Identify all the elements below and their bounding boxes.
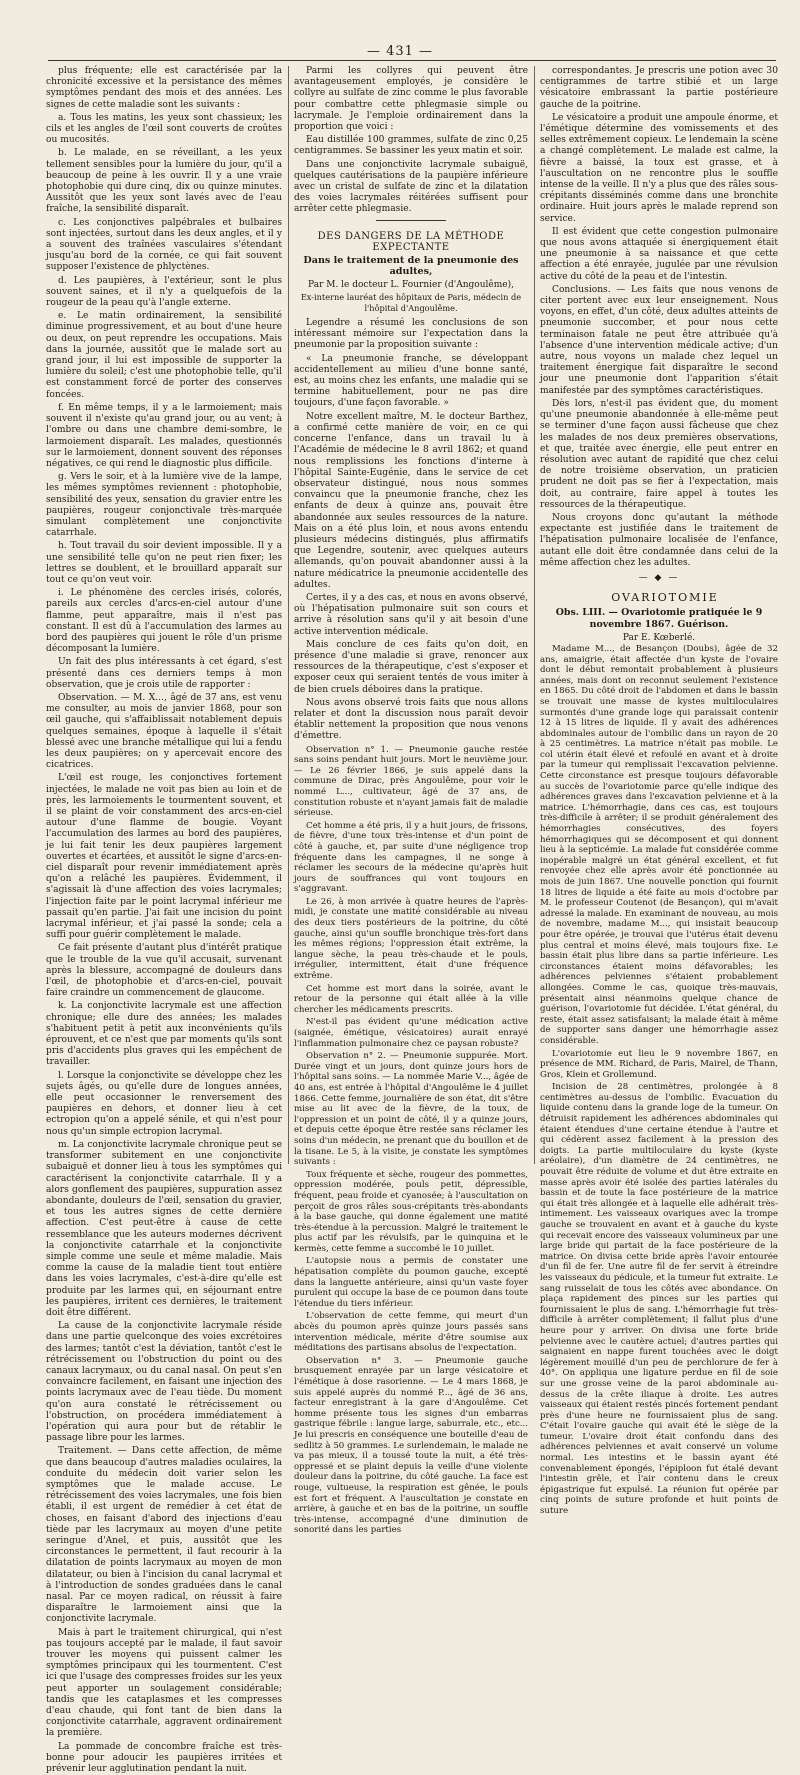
paragraph: Eau distillée 100 grammes, sulfate de zinc 0,25 centigrammes. Se bassiner les yeux matin et soir. — [294, 135, 528, 157]
column-3 — [540, 66, 778, 1517]
paragraph: Observation n° 2. — Pneumonie suppurée. Mort. Durée vingt et un jours, dont quinze jours hors de l'hôpital sans soins. — La nommée Marie V..., âgée de 40 ans, est entrée à l'hôpital d'Angoulême le 4 juillet 1866. Cette femme, journalière de son état, dit s'être mise au lit avec de la fièvre, de la toux, de l'oppression et un point de côté, il y a quinze jours, et depuis cette époque être restée sans réclamer les soins d'un médecin, ne prenant que du bouillon et de la tisane. Le 5, à la visite, je constate les symptômes suivants : — [294, 1051, 528, 1168]
article-title: DES DANGERS DE LA MÉTHODE EXPECTANTE — [317, 230, 505, 253]
section-author: Par E. Kœberlé. — [622, 632, 696, 643]
paragraph: Mais conclure de ces faits qu'on doit, en présence d'une maladie si grave, renoncer aux ressources de la thérapeutique, c'est s'exposer et exposer ceux qui seraient tentés de vous imiter à de bien cruels déboires dans la pratique. — [294, 639, 528, 695]
paragraph: Le 26, à mon arrivée à quatre heures de l'après-midi, je constate une matité considérable au niveau des deux tiers postérieurs de la poitrine, du côté gauche, ainsi qu'un souffle bronchique très-fort dans les mêmes régions; l'oppression était extrême, la langue sèche, la peau très-chaude et le pouls, irrégulier, intermittent, était d'une fréquence extrême. — [294, 896, 528, 982]
article-subtitle: Dans le traitement de la pneumonie des adultes, — [303, 255, 519, 278]
section-heading: OVARIOTOMIE — [611, 591, 719, 605]
paragraph: Madame M..., de Besançon (Doubs), âgée de 32 ans, amaigrie, était affectée d'un kyste de l'ovaire dont le début remontait probablement à plusieurs années, mais dont on reconnut seulement l'existence en 1865. Du côté droit de l'abdomen et dans le bassin se trouvait une masse de kystes multiloculaires surmontés d'une grande loge qui paraissait contenir 12 à 15 litres de liquide. Il y avait des adhérences abdominales autour de l'ombilic dans un rayon de 20 à 25 centimètres. La matrice n'était pas mobile. Le col utérin était élevé et refoulé en avant et à droite par la tumeur qui remplissait l'excavation pelvienne. Cette circonstance est presque toujours défavorable au succès de l'ovariotomie parce qu'elle indique des adhérences graves dans l'excavation pelvienne et à la matrice. L'hémorrhagie, dans ces cas, est toujours très-difficile à arrêter; il se produit généralement des hémorrhagies consécutives, des foyers hémorrhagiques qui se décomposent et qui donnent lieu à la septicémie. La malade fut considérée comme inopérable malgré un état général excellent, et fut renvoyée chez elle après avoir été ponctionnée au mois de juin 1867. Une nouvelle ponction qui fournit 18 litres de liquide a été faite au mois d'octobre par M. le professeur Coutenot (de Besançon), qui m'avait adressé la malade. En examinant de nouveau, au mois de novembre, madame M..., qui insistait beaucoup pour être opérée, je trouvai que l'utérus était devenu plus central et moins élevé, mais toujours fixe. Le bassin était plus libre dans sa partie inférieure. Les circonstances étaient moins défavorables; les adhérences pelviennes s'étaient probablement allongées. Comme le cas, quoique très-mauvais, présentait ainsi néanmoins quelque chance de guérison, l'ovariotomie fut décidée. L'état général, du reste, était assez satisfaisant; la malade était à même de supporter sans danger une hémorrhagie assez considérable. — [540, 643, 778, 1046]
paragraph: Certes, il y a des cas, et nous en avons observé, où l'hépatisation pulmonaire suit son cours et arrive à résolution sans qu'il y ait besoin d'une active intervention médicale. — [294, 592, 528, 637]
paragraph: « La pneumonie franche, se développant accidentellement au milieu d'une bonne santé, est, au moins chez les enfants, une maladie qui se termine habituellement, pour ne pas dire toujours, d'une façon favorable. » — [294, 353, 528, 409]
paragraph: correspondantes. Je prescris une potion avec 30 centigrammes de tartre stibié et un large vésicatoire embrassant la partie postérieure gauche de la poitrine. — [540, 66, 778, 110]
paragraph: h. Tout travail du soir devient impossible. Il y a une sensibilité telle qu'on ne peut rien fixer; les lettres se doublent, et le brouillard apparaît sur tout ce qu'on veut voir. — [46, 541, 282, 585]
paragraph: Dans une conjonctivite lacrymale subaiguë, quelques cautérisations de la paupière inférieure avec un cristal de sulfate de zinc et la dilatation des voies lacrymales réitérées suffisent pour arrêter cette phlegmasie. — [294, 159, 528, 215]
paragraph: Observation n° 1. — Pneumonie gauche restée sans soins pendant huit jours. Mort le neuvième jour. — Le 26 février 1866, je suis appelé dans la commune de Dirac, près Angoulême, pour voir le nommé L..., cultivateur, âgé de 37 ans, de constitution robuste et n'ayant jamais fait de maladie sérieuse. — [294, 744, 528, 819]
ornament-divider: — ◆ — — [638, 572, 680, 583]
paragraph: Le vésicatoire a produit une ampoule énorme, et l'émétique détermine des vomissements et des selles extrêmement copieux. Le lendemain la scène a changé complètement. Le malade est calme, la fièvre a baissé, la toux est grasse, et à l'auscultation on ne rencontre plus le souffle intense de la veille. Il n'y a plus que des râles sous-crépitants disséminés comme dans une bronchite ordinaire. Huit jours après le malade reprend son service. — [540, 112, 778, 224]
paragraph: e. Le matin ordinairement, la sensibilité diminue progressivement, et au bout d'une heure ou deux, on peut reprendre les occupations. Mais dans la journée, aussitôt que le malade sort au grand jour, il lui est impossible de supporter la lumière du soleil; c'est une photophobie telle, qu'il est constamment forcé de porter des conserves foncées. — [46, 311, 282, 400]
paragraph: c. Les conjonctives palpébrales et bulbaires sont injectées, surtout dans les deux angles, et il y a souvent des traînées vasculaires s'étendant jusqu'au bord de la cornée, ce qui fait souvent supposer l'existence de phlyctènes. — [46, 217, 282, 273]
paragraph: Cet homme a été pris, il y a huit jours, de frissons, de fièvre, d'une toux très-intense et d'un point de côté à gauche, et, par suite d'une négligence trop fréquente dans les campagnes, il ne songe à réclamer les secours de la médecine qu'après huit jours de souffrances qui vont toujours en s'aggravant. — [294, 820, 528, 895]
paragraph: Un fait des plus intéressants à cet égard, s'est présenté dans ces derniers temps à mon observation, que je crois utile de rapporter : — [46, 657, 282, 690]
paragraph: Dès lors, n'est-il pas évident que, du moment qu'une pneumonie abandonnée à elle-même peut se terminer d'une façon aussi fâcheuse que chez les malades de nos deux premières observations, et que, traitée avec énergie, elle peut entrer en résolution avec autant de rapidité que chez celui de notre troisième observation, un praticien prudent ne doit pas se fier à l'expectation, mais doit, au contraire, faire appel à toutes les ressources de la thérapeutique. — [540, 398, 778, 510]
paragraph: L'observation de cette femme, qui meurt d'un abcès du poumon après quinze jours passés sans intervention médicale, mérite d'être soumise aux méditations des partisans absolus de l'expectation. — [294, 1311, 528, 1354]
column-2 — [294, 66, 528, 1536]
paragraph: b. Le malade, en se réveillant, a les yeux tellement sensibles pour la lumière du jour, qu'il a beaucoup de peine à les ouvrir. Il y a une vraie photophobie qui dure cinq, dix ou quinze minutes. Aussitôt que les yeux sont lavés avec de l'eau fraîche, la sensibilité disparaît. — [46, 148, 282, 215]
paragraph: Legendre a résumé les conclusions de son intéressant mémoire sur l'expectation dans la pneumonie par la proposition suivante : — [294, 318, 528, 351]
paragraph: Mais à part le traitement chirurgical, qui n'est pas toujours accepté par le malade, il faut savoir trouver les moyens qui puissent calmer les symptômes principaux qui les tourmentent. C'est ici que l'usage des compresses froides sur les yeux peut apporter un soulagement considérable; tandis que les cataplasmes et les compresses d'eau chaude, qui font tant de bien dans la conjonctivite catarrhale, aggravent ordinairement la première. — [46, 1627, 282, 1739]
paragraph: i. Le phénomène des cercles irisés, colorés, pareils aux cercles d'arcs-en-ciel autour d'une flamme, peut apparaître, mais il n'est pas constant. Il est dû à l'accumulation des larmes au bord des paupières qui jouent le rôle d'un prisme décomposant la lumière. — [46, 588, 282, 655]
paragraph: g. Vers le soir, et à la lumière vive de la lampe, les mêmes symptômes reviennent : photophobie, sensibilité des yeux, sensation du gravier entre les paupières, rougeur conjonctivale très-marquée simulant complètement une conjonctivite catarrhale. — [46, 472, 282, 539]
paragraph: Observation n° 3. — Pneumonie gauche brusquement enrayée par un large vésicatoire et l'émétique à dose rasorienne. — Le 4 mars 1868, je suis appelé auprès du nommé P..., âgé de 36 ans, facteur enregistrant à la gare d'Angoulême. Cet homme présente tous les signes d'un embarras gastrique fébrile : langue large, saburrale, etc., etc... Je lui prescris en conséquence une bouteille d'eau de sedlitz à 50 grammes. Le surlendemain, le malade ne va pas mieux, il a toussé toute la nuit, a été très-oppressé et se plaint depuis la veille d'une violente douleur dans la poitrine, du côté gauche. La face est rouge, vultueuse, la respiration est gênée, le pouls est fort et fréquent. A l'auscultation je constate en arrière, à gauche et en bas de la poitrine, un souffle très-intense, accompagné d'une diminution de sonorité dans les parties — [294, 1355, 528, 1536]
page-number: — 431 — — [366, 44, 434, 59]
paragraph: Observation. — M. X..., âgé de 37 ans, est venu me consulter, au mois de janvier 1868, pour son œil gauche, qui s'affaiblissait notablement depuis quelques semaines, époque à laquelle il s'était blessé avec une branche métallique qui lui a fendu les deux paupières; on y apercevait encore des cicatrices. — [46, 692, 282, 771]
paragraph: d. Les paupières, à l'extérieur, sont le plus souvent saines, et il n'y a quelquefois de la rougeur de la peau qu'à l'angle externe. — [46, 275, 282, 309]
paragraph: Il est évident que cette congestion pulmonaire que nous avons attaquée si énergiquement était une pneumonie à sa naissance et que cette affection a été enrayée, jugulée par une révulsion active du côté de la peau et de l'intestin. — [540, 226, 778, 282]
paragraph: m. La conjonctivite lacrymale chronique peut se transformer subitement en une conjonctivite subaiguë et donner lieu à tous les symptômes qui caractérisent la conjonctivite catarrhale. Il y a alors gonflement des paupières, suppuration assez abondante, douleurs de l'œil, sensation du gravier, et tous les autres signes de cette dernière affection. C'est peut-être à cause de cette ressemblance que les auteurs modernes décrivent la conjonctivite catarrhale et la conjonctivite simple comme une seule et même maladie. Mais comme la cause de la maladie tient tout entière dans les voies lacrymales, c'est-à-dire qu'elle est produite par les larmes qui, en séjournant entre les paupières, irritent ces dernières, le traitement doit être différent. — [46, 1139, 282, 1318]
paragraph: N'est-il pas évident qu'une médication active (saignée, émétique, vésicatoires) aurait enrayé l'inflammation pulmonaire chez ce paysan robuste? — [294, 1017, 528, 1049]
paragraph: Ce fait présente d'autant plus d'intérêt pratique que le trouble de la vue qu'il accusait, survenant après la blessure, accompagné de douleurs dans l'œil, de photophobie et d'arcs-en-ciel, pouvait faire craindre un commencement de glaucome. — [46, 943, 282, 999]
paragraph: Notre excellent maître, M. le docteur Barthez, a confirmé cette manière de voir, en ce qui concerne l'enfance, dans un travail lu à l'Académie de médecine le 8 avril 1862; et quand nous remplissions les fonctions d'interne à l'hôpital Sainte-Eugénie, dans le service de cet observateur distingué, nous nous sommes convaincu que la pneumonie franche, chez les enfants de deux à quinze ans, pouvait être abandonnée aux seules ressources de la nature. Mais on a été plus loin, et nous avons entendu plusieurs médecins distingués, plus affirmatifs que Legendre, soutenir, avec quelques auteurs allemands, qu'on pouvait abandonner aussi à la nature médicatrice la pneumonie accidentelle des adultes. — [294, 411, 528, 590]
article-affiliation: Ex-interne lauréat des hôpitaux de Paris, médecin de l'hôpital d'Angoulême. — [300, 291, 522, 313]
paragraph: Nous avons observé trois faits que nous allons relater et dont la discussion nous paraît devoir établir nettement la proposition que nous venons d'émettre. — [294, 697, 528, 742]
paragraph: La cause de la conjonctivite lacrymale réside dans une partie quelconque des voies excrétoires des larmes; tantôt c'est la déviation, tantôt c'est le rétrécissement ou l'obstruction du point ou des canaux lacrymaux, ou du canal nasal. On peut s'en convaincre facilement, en faisant une injection des points lacrymaux avec de l'eau tiède. Du moment qu'on aura constaté le rétrécissement ou l'obstruction, on procédera immédiatement à l'opération qui aura pour but de rétablir le passage libre pour les larmes. — [46, 1321, 282, 1444]
paragraph: Traitement. — Dans cette affection, de même que dans beaucoup d'autres maladies oculaires, la conduite du médecin doit varier selon les symptômes que le malade accuse. Le rétrécissement des voies lacrymales, une fois bien établi, il est urgent de remédier à cet état de choses, en faisant d'abord des injections d'eau tiède par les lacrymaux au moyen d'une petite seringue d'Anel, et puis, aussitôt que les circonstances le permettent, il faut recourir à la dilatation de points lacrymaux au moyen de mon dilatateur, ou bien à l'incision du canal lacrymal et à l'introduction de sondes graduées dans le canal nasal. Par ce moyen radical, on réussit à faire disparaître le larmoiement ainsi que la conjonctivite lacrymale. — [46, 1446, 282, 1625]
paragraph: f. En même temps, il y a le larmoiement; mais souvent il n'existe qu'au grand jour, ou au vent; à l'ombre ou dans une chambre demi-sombre, le larmoiement disparaît. Les malades, questionnés sur le larmoiement, donnent souvent des réponses négatives, ce qui rend le diagnostic plus difficile. — [46, 402, 282, 469]
section-divider — [376, 220, 446, 221]
column-divider-1 — [288, 66, 289, 1164]
paragraph: Nous croyons donc qu'autant la méthode expectante est justifiée dans le traitement de l'hépatisation pulmonaire localisée de l'enfance, autant elle doit être condamnée dans celui de la même affection chez les adultes. — [540, 512, 778, 568]
paragraph: plus fréquente; elle est caractérisée par la chronicité excessive et la persistance des mêmes symptômes pendant des mois et des années. Les signes de cette maladie sont les suivants : — [46, 66, 282, 110]
header-rule — [48, 60, 776, 61]
paragraph: Toux fréquente et sèche, rougeur des pommettes, oppression modérée, pouls petit, dépressible, fréquent, peau froide et cyanosée; à l'auscultation on perçoit de gros râles sous-crépitants très-abondants à la base gauche, qui donne également une matité très-étendue à la percussion. Malgré le traitement le plus actif par les révulsifs, par le quinquina et le kermès, cette femme a succombé le 10 juillet. — [294, 1169, 528, 1254]
column-1 — [46, 66, 282, 1775]
paragraph: L'œil est rouge, les conjonctives fortement injectées, le malade ne voit pas bien au loin et de près, les larmoiements le tourmentent souvent, et il se plaint de voir constamment des arcs-en-ciel autour d'une flamme de bougie. Voyant l'accumulation des larmes au bord des paupières, je lui fait tenir les deux paupières largement ouvertes et écartées, et aussitôt le signe d'arcs-en-ciel disparaît pour revenir immédiatement après qu'on a relâché les paupières. Évidemment, il s'agissait là d'une affection des voies lacrymales; l'injection faite par le point lacrymal inférieur me passait qu'en partie. J'ai fait une incision du point lacrymal inférieur, et j'ai passé la sonde; cela a suffi pour guérir complètement le malade. — [46, 773, 282, 941]
paragraph: Incision de 28 centimètres, prolongée à 8 centimètres au-dessus de l'ombilic. Évacuation du liquide contenu dans la grande loge de la tumeur. On détruisit rapidement les adhérences abdominales qui étaient étendues d'une certaine étendue à l'autre et qui cédèrent assez facilement à la pression des doigts. La partie multiloculaire du kyste (kyste aréolaire), d'un diamètre de 24 centimètres, ne pouvait être réduite de volume et dut être extraite en masse après avoir été isolée des parties latérales du bassin et de toute la face postérieure de la matrice qui était très allongée et à laquelle elle adhérait très-intimement. Les vaisseaux ovariques avec la trompe gauche se trouvaient en avant et à gauche du kyste qui recevait encore des vaisseaux volumineux par une large bride qui partait de la face postérieure de la matrice. On divisa cette bride après l'avoir entourée d'un fil de fer. Une autre fil de fer servit à étreindre les vaisseaux du pédicule, et la tumeur fut extraite. Le sang ruisselait de tous les côtés avec abondance. On plaça rapidement des pinces sur les parties qui fournissaient le plus de sang. L'hémorrhagie fut très-difficile à arrêter complètement; il fallut plus d'une heure pour y arriver. On divisa une forte bride pelvienne avec le cautère actuel; d'autres parties qui saignaient en nappe furent touchées avec le doigt légèrement mouillé d'un peu de perchlorure de fer à 40°. On appliqua une ligature perdue en fil de soie sur une grosse veine de la paroi abdominale au-dessus de la crête iliaque à droite. Les autres vaisseaux qui étaient restés pincés fortement pendant près d'une heure ne fournissaient plus de sang. C'était l'ovaire gauche qui avait été le siège de la tumeur. L'ovaire droit était confondu dans des adhérences pelviennes et avait conservé un volume normal. Les intestins et le bassin ayant été convenablement épongés, l'épiploon fut étalé devant l'intestin grêle, et l'air contenu dans le creux épigastrique fut expulsé. La réunion fut opérée par cinq points de suture profonde et huit points de suture — [540, 1082, 778, 1517]
paragraph: a. Tous les matins, les yeux sont chassieux; les cils et les angles de l'œil sont couverts de croûtes ou mucosités. — [46, 112, 282, 146]
article-author: Par M. le docteur L. Fournier (d'Angoulême), — [308, 280, 514, 291]
paragraph: L'autopsie nous a permis de constater une hépatisation complète du poumon gauche, excepté dans la languette antérieure, ainsi qu'un vaste foyer purulent qui occupe la base de ce poumon dans toute l'étendue du tiers inférieur. — [294, 1256, 528, 1309]
column-divider-2 — [534, 66, 535, 1164]
paragraph: l. Lorsque la conjonctivite se développe chez les sujets âgés, ou qu'elle dure de longues années, elle peut occasionner le renversement des paupières en dehors, et donner lieu à cet ectropion qu'on a appelé sénile, et qui n'est pour nous qu'un simple ectropion lacrymal. — [46, 1070, 282, 1137]
paragraph: L'ovariotomie eut lieu le 9 novembre 1867, en présence de MM. Richard, de Paris, Mairel, de Thann, Gros, Klein et Grollemund. — [540, 1048, 778, 1080]
paragraph: Conclusions. — Les faits que nous venons de citer portent avec eux leur enseignement. Nous voyons, en effet, d'un côté, deux adultes atteints de pneumonie succomber, et pour nous cette terminaison fatale ne peut être attribuée qu'à l'absence d'une intervention médicale active; d'un autre, nous voyons un malade chez lequel un traitement énergique fait disparaître le second jour une pneumonie dont l'apparition s'était manifestée par des symptômes caractéristiques. — [540, 284, 778, 396]
paragraph: La pommade de concombre fraîche est très-bonne pour adoucir les paupières irritées et prévenir leur agglutination pendant la nuit. — [46, 1741, 282, 1775]
paragraph: Parmi les collyres qui peuvent être avantageusement employés, je considère le collyre au sulfate de zinc comme le plus favorable pour combattre cette phlegmasie simple ou lacrymale. Je l'emploie ordinairement dans la proportion que voici : — [294, 66, 528, 133]
paragraph: k. La conjonctivite lacrymale est une affection chronique; elle dure des années; les malades s'habituent petit à petit aux inconvénients qu'ils éprouvent, et ce n'est que par moments qu'ils sont pris d'accidents plus graves qui les empêchent de travailler. — [46, 1001, 282, 1068]
observation-title: Obs. LIII. — Ovariotomie pratiquée le 9 novembre 1867. Guérison. — [555, 607, 763, 630]
paragraph: Cet homme est mort dans la soirée, avant le retour de la personne qui était allée à la ville chercher les médicaments prescrits. — [294, 983, 528, 1015]
